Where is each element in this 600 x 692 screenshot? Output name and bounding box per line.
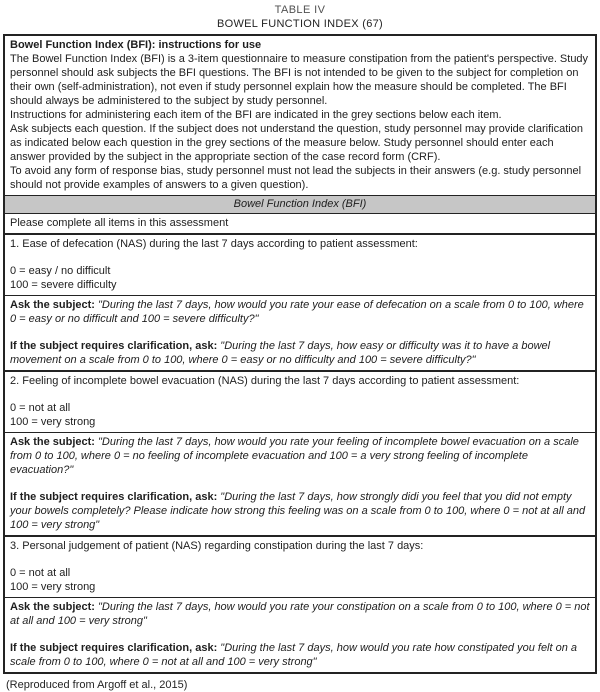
item-1-instructions-row xyxy=(5,295,595,370)
section-header-text: Bowel Function Index (BFI) xyxy=(233,198,367,210)
item-1-scale-max: 100 = severe difficulty xyxy=(10,279,117,291)
item-3-ask-label: Ask the subject: xyxy=(10,601,95,613)
item-1-clarify-label: If the subject requires clarification, ask: xyxy=(10,340,218,352)
complete-note-row xyxy=(5,213,595,233)
instructions-heading: Bowel Function Index (BFI): instructions for use xyxy=(10,39,262,51)
item-3-scale-max: 100 = very strong xyxy=(10,581,96,593)
instructions-paragraph-2: Instructions for administering each item of the BFI are indicated in the grey sections below each item. xyxy=(10,109,502,121)
item-3-ask-subject xyxy=(10,600,590,628)
item-3-clarification xyxy=(10,641,590,669)
complete-note-text: Please complete all items in this assessment xyxy=(10,217,229,229)
section-header-row xyxy=(5,195,595,213)
instructions-paragraph-1: The Bowel Function Index (BFI) is a 3-item questionnaire to measure constipation from the patient's perspective. Study personnel should ask subjects the BFI questions. The BFI is not intended to be given to the subject for completion on their own (self-administration), not even if study personnel explain how the measure should be completed. The BFI should always be administered to the subject by study personnel. xyxy=(10,53,589,107)
item-2-clarify-label: If the subject requires clarification, ask: xyxy=(10,491,218,503)
item-1-clarification xyxy=(10,339,590,367)
item-2-scale-min: 0 = not at all xyxy=(10,402,71,414)
item-3-question-row xyxy=(5,535,595,597)
spacer xyxy=(10,326,590,339)
spacer xyxy=(10,553,590,566)
item-1-scale-min: 0 = easy / no difficult xyxy=(10,265,111,277)
item-2-question-row xyxy=(5,370,595,432)
item-1-ask-subject xyxy=(10,298,590,326)
item-1-question-row xyxy=(5,233,595,295)
item-1-ask-quote: "During the last 7 days, how would you rate your ease of defecation on a scale from 0 to 100, where 0 = easy or no difficult and 100 = severe difficulty?" xyxy=(10,299,584,325)
spacer xyxy=(10,251,590,264)
spacer xyxy=(10,477,590,490)
spacer xyxy=(10,628,590,641)
item-3-clarify-quote: "During the last 7 days, how would you rate how constipated you felt on a scale from 0 to 100, where 0 = not at all and 100 = very strong" xyxy=(10,642,578,668)
item-2-instructions-row xyxy=(5,432,595,535)
table-number: TABLE IV xyxy=(274,4,326,16)
item-2-ask-label: Ask the subject: xyxy=(10,436,95,448)
instructions-paragraph-4: To avoid any form of response bias, study personnel must not lead the subjects in their answers (e.g. study personnel should not provide examples of answers to a given question). xyxy=(10,165,582,191)
spacer xyxy=(10,388,590,401)
item-1-ask-label: Ask the subject: xyxy=(10,299,95,311)
item-2-clarification xyxy=(10,490,590,532)
table-caption xyxy=(3,4,597,31)
item-3-clarify-label: If the subject requires clarification, ask: xyxy=(10,642,218,654)
item-3-ask-quote: "During the last 7 days, how would you rate your constipation on a scale from 0 to 100, where 0 = not at all and 100 = very strong" xyxy=(10,601,590,627)
instructions-section xyxy=(5,36,595,195)
item-2-ask-quote: "During the last 7 days, how would you rate your feeling of incomplete bowel evacuation on a scale from 0 to 100, where 0 = no feeling of incomplete evacuation and 100 = a very strong feeling of incomplete evacuation?" xyxy=(10,436,579,476)
bfi-table xyxy=(3,34,597,674)
item-2-scale-max: 100 = very strong xyxy=(10,416,96,428)
table-title: BOWEL FUNCTION INDEX (67) xyxy=(217,18,383,30)
item-2-clarify-quote: "During the last 7 days, how strongly didi you feel that you did not empty your bowels completely? Please indicate how strong this feeling was on a scale from 0 to 100, where 0 = not at all and 100 = very strong" xyxy=(10,491,586,531)
item-1-question-text: 1. Ease of defecation (NAS) during the last 7 days according to patient assessment: xyxy=(10,238,418,250)
item-2-ask-subject xyxy=(10,435,590,477)
item-2-question-text: 2. Feeling of incomplete bowel evacuation (NAS) during the last 7 days according to patient assessment: xyxy=(10,375,520,387)
item-1-clarify-quote: "During the last 7 days, how easy or difficulty was it to have a bowel movement on a scale from 0 to 100, where 0 = easy or no difficulty and 100 = severe difficulty?" xyxy=(10,340,551,366)
item-3-scale-min: 0 = not at all xyxy=(10,567,71,579)
item-3-question-text: 3. Personal judgement of patient (NAS) regarding constipation during the last 7 days: xyxy=(10,540,424,552)
source-note: (Reproduced from Argoff et al., 2015) xyxy=(6,679,188,691)
item-3-instructions-row xyxy=(5,597,595,672)
instructions-paragraph-3: Ask subjects each question. If the subject does not understand the question, study personnel may provide clarification as indicated below each question in the grey sections of the measure below. Study personnel should enter each answer provided by the subject in the appropriate section of the case record form (CRF). xyxy=(10,123,583,163)
